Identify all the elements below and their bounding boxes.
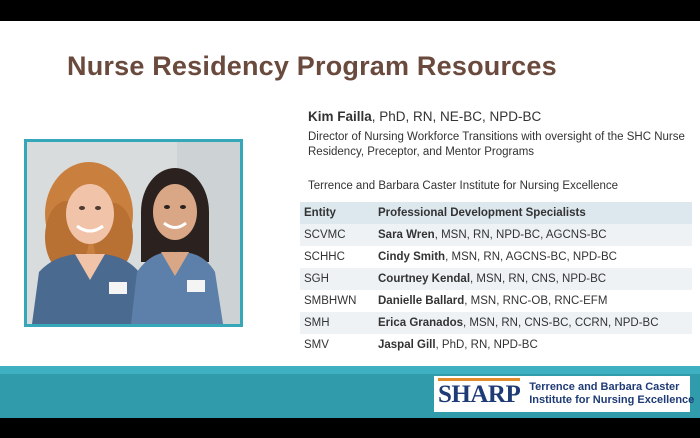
column-header-entity: Entity xyxy=(300,202,374,224)
logo-institute-text xyxy=(529,381,694,407)
institute-name: Terrence and Barbara Caster Institute for Nursing Excellence xyxy=(308,180,619,192)
director-credentials: , PhD, RN, NE-BC, NPD-BC xyxy=(371,109,542,124)
director-role: Director of Nursing Workforce Transitions with oversight of the SHC Nurse Residency, Preceptor, and Mentor Programs xyxy=(308,131,685,158)
specialist-cell xyxy=(374,290,692,312)
entity-cell: SMV xyxy=(300,334,374,356)
entity-cell: SCHHC xyxy=(300,246,374,268)
entity-cell: SMH xyxy=(300,312,374,334)
director-name: Kim Failla xyxy=(308,109,372,124)
specialist-cell xyxy=(374,268,692,290)
photo-frame xyxy=(24,139,243,327)
specialist-credentials: , MSN, RNC-OB, RNC-EFM xyxy=(464,295,608,307)
sharp-wordmark: SHARP xyxy=(438,380,521,408)
sharp-logo xyxy=(434,376,695,412)
logo-orange-bar xyxy=(438,378,520,381)
specialist-name: Courtney Kendal xyxy=(378,273,471,285)
sharp-logo-mark xyxy=(438,382,520,407)
logo-line-1: Terrence and Barbara Caster xyxy=(529,381,680,393)
entity-cell: SCVMC xyxy=(300,224,374,246)
entity-cell: SGH xyxy=(300,268,374,290)
entity-cell: SMBHWN xyxy=(300,290,374,312)
two-nurses-photo xyxy=(27,142,240,324)
slide xyxy=(0,21,700,418)
specialist-name: Cindy Smith xyxy=(378,251,446,263)
director-name-line xyxy=(308,109,688,124)
specialist-name: Sara Wren xyxy=(378,229,435,241)
table-row xyxy=(300,224,692,246)
specialists-table xyxy=(300,202,692,356)
specialist-cell xyxy=(374,334,692,356)
photo-illustration xyxy=(27,142,240,324)
slide-title: Nurse Residency Program Resources xyxy=(67,51,557,81)
specialist-credentials: , MSN, RN, CNS-BC, CCRN, NPD-BC xyxy=(463,317,659,329)
specialist-name: Erica Granados xyxy=(378,317,464,329)
specialist-name: Danielle Ballard xyxy=(378,295,465,307)
specialist-cell xyxy=(374,312,692,334)
table-row xyxy=(300,290,692,312)
table-header-row xyxy=(300,202,692,224)
column-header-specialists: Professional Development Specialists xyxy=(374,202,692,224)
table-row xyxy=(300,312,692,334)
table-row xyxy=(300,334,692,356)
logo-line-2: Institute for Nursing Excellence xyxy=(529,394,695,406)
table-row xyxy=(300,268,692,290)
footer-accent-stripe xyxy=(0,366,700,374)
specialist-cell xyxy=(374,246,692,268)
table-row xyxy=(300,246,692,268)
specialist-credentials: , PhD, RN, NPD-BC xyxy=(435,339,538,351)
specialist-name: Jaspal Gill xyxy=(378,339,436,351)
specialist-credentials: , MSN, RN, CNS, NPD-BC xyxy=(470,273,607,285)
specialist-credentials: , MSN, RN, AGCNS-BC, NPD-BC xyxy=(445,251,617,263)
specialist-cell xyxy=(374,224,692,246)
director-bio xyxy=(308,109,688,192)
specialist-credentials: , MSN, RN, NPD-BC, AGCNS-BC xyxy=(434,229,607,241)
